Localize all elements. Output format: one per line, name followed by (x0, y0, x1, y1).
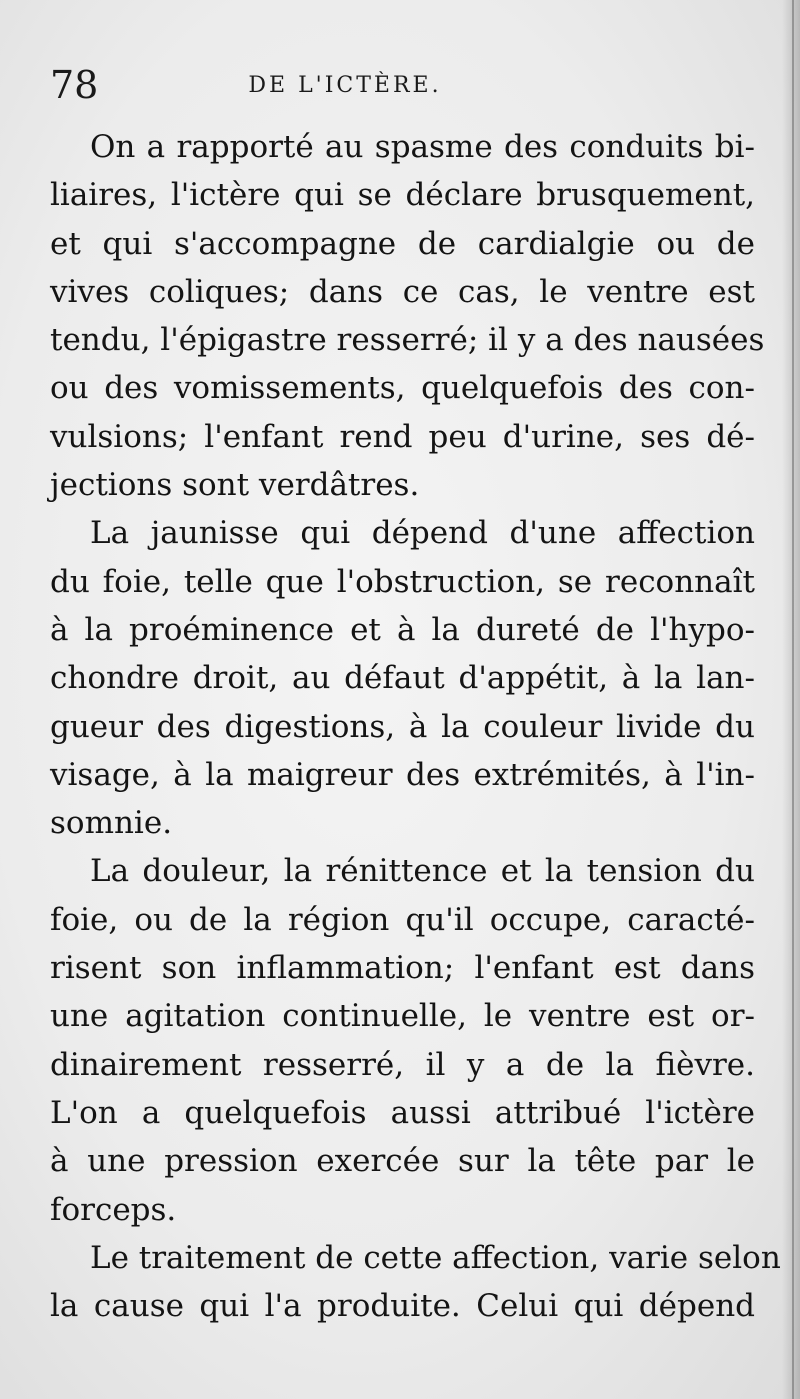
running-head: DE L'ICTÈRE. (248, 73, 442, 98)
text-line: somnie. (50, 805, 173, 842)
text-line: On a rapporté au spasme des conduits bi- (90, 129, 755, 165)
text-line: foie, ou de la région qu'il occupe, caracté- (50, 901, 755, 938)
text-line: L'on a quelquefois aussi attribué l'ictère (50, 1094, 755, 1131)
page-header (50, 60, 750, 110)
body-text (50, 123, 781, 1330)
text-line: ou des vomissements, quelquefois des con- (50, 370, 755, 407)
text-line: forceps. (50, 1191, 177, 1228)
text-line: La douleur, la rénittence et la tension du (90, 853, 755, 890)
text-line: visage, à la maigreur des extrémités, à l'in- (50, 756, 755, 793)
text-line: liaires, l'ictère qui se déclare brusquement, (50, 177, 755, 214)
text-line: tendu, l'épigastre resserré; il y a des nausées (50, 322, 765, 359)
text-line: vives coliques; dans ce cas, le ventre est (50, 273, 755, 310)
page-edge-line (792, 0, 794, 1399)
text-line: dinairement resserré, il y a de la fièvre. (50, 1046, 755, 1083)
text-line: Le traitement de cette affection, varie selon (90, 1239, 781, 1276)
text-line: gueur des digestions, à la couleur livide du (50, 708, 755, 745)
text-line: la cause qui l'a produite. Celui qui dépend (50, 1288, 755, 1325)
text-line: La jaunisse qui dépend d'une affection (90, 515, 755, 552)
text-line: du foie, telle que l'obstruction, se reconnaît (50, 563, 755, 600)
text-line: vulsions; l'enfant rend peu d'urine, ses dé- (50, 418, 755, 455)
text-line: risent son inflammation; l'enfant est dans (50, 950, 755, 987)
page-number: 78 (50, 63, 99, 107)
text-line: une agitation continuelle, le ventre est or- (50, 998, 755, 1035)
text-line: jections sont verdâtres. (50, 467, 420, 504)
page-edge-shadow (782, 0, 800, 1399)
text-line: à une pression exercée sur la tête par le (50, 1143, 755, 1180)
text-line: et qui s'accompagne de cardialgie ou de (50, 225, 755, 262)
text-line: à la proéminence et à la dureté de l'hypo- (50, 611, 755, 648)
text-line: chondre droit, au défaut d'appétit, à la lan- (50, 660, 755, 697)
